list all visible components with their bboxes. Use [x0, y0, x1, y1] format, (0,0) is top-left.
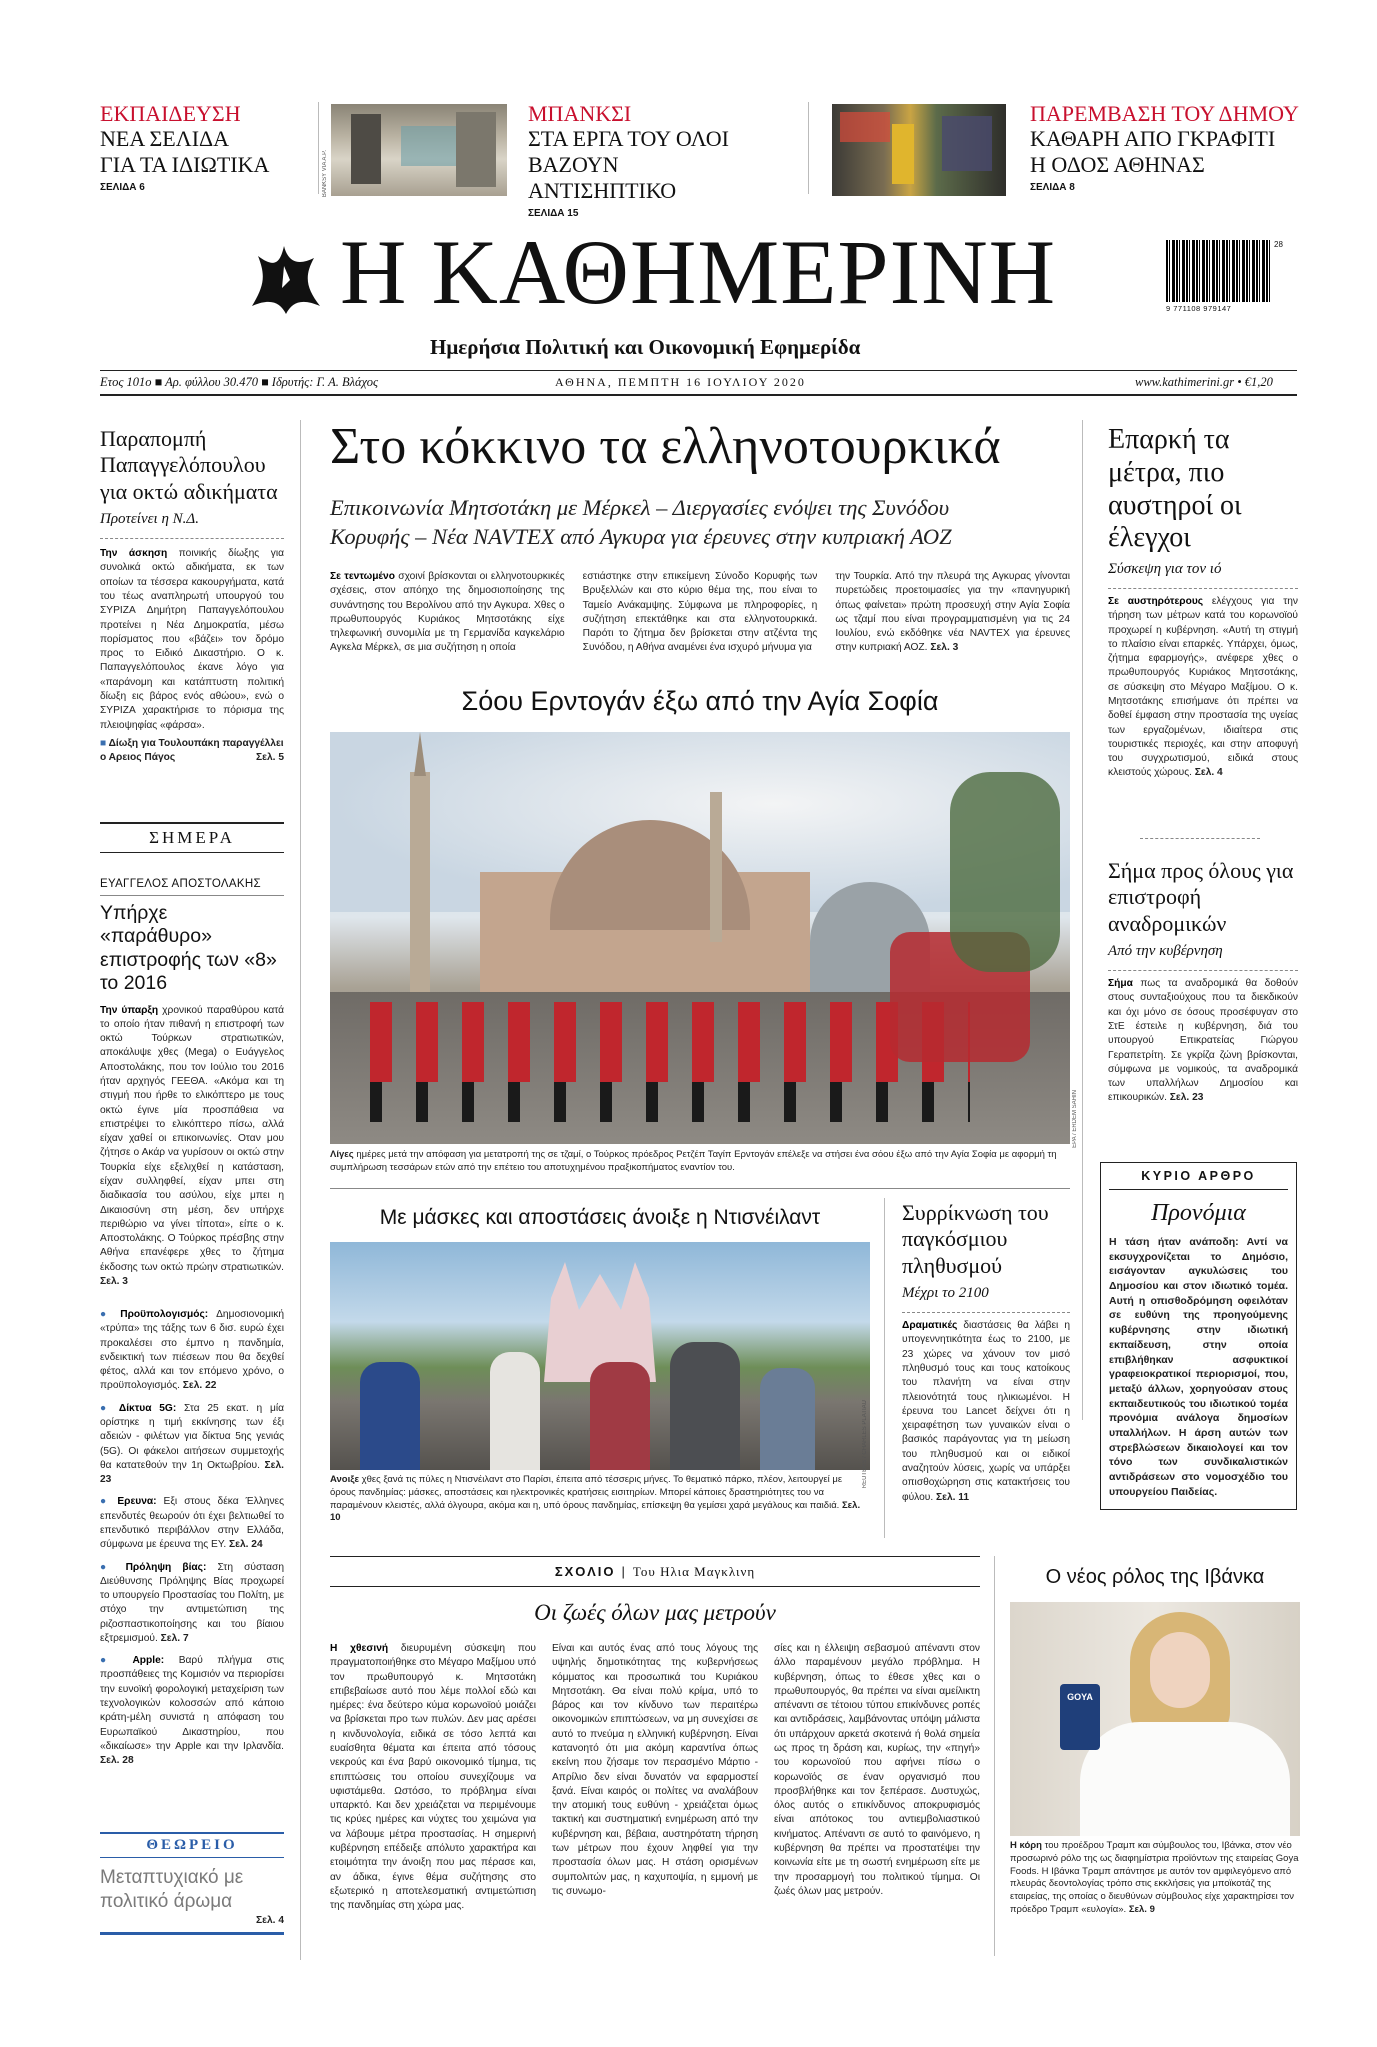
teaser-headline: ΣΤΑ ΕΡΓΑ ΤΟΥ ΟΛΟΙ	[528, 126, 729, 152]
today-label: ΣΗΜΕΡΑ	[100, 822, 284, 853]
story-headline: Συρρίκνωση του παγκόσμιου πληθυσμού	[902, 1200, 1049, 1278]
lead-word: Σε αυστηρότερους	[1108, 596, 1204, 607]
left-lead-story[interactable]: Παραπομπή Παπαγγελόπουλου για οκτώ αδικήματα Προτείνει η Ν.Δ. Την άσκηση ποινικής δίωξης για συνολικά οκτώ αδικήματα, εκ των οποίων τα τέσσερα κακουργήματα, κατά του τέως αναπληρωτή υπουργού του ΣΥΡΙΖΑ Δημήτρη Παπαγγελόπουλου προτείνει η Νέα Δημοκρατία, μέσω πορίσματος που «βάζει» τον δρόμο προς το Ειδικό Δικαστήριο. Ο κ. Παπαγγελόπουλος έκανε λόγο για «παράνομη και κατάπτυστη πολιτική δίωξη εις βάρος ενός αθώου», ενώ ο ΣΥΡΙΖΑ χαρακτήρισε το πόρισμα της πλειοψηφίας «φάρσα». ■ Δίωξη για Τουλουπάκη παραγγέλλει ο Αρειος Πάγος Σελ. 5	[100, 426, 284, 765]
barcode-issue: 28	[1274, 240, 1283, 249]
related-bullet[interactable]: Δίωξη για Τουλουπάκη παραγγέλλει ο Αρειος Πάγος	[100, 737, 284, 764]
teaser-education[interactable]	[100, 102, 320, 193]
barcode-number: 9 771108 979147	[1166, 304, 1232, 313]
story-headline: Σήμα προς όλους για επιστροφή αναδρομικών	[1108, 858, 1294, 936]
disney-caption: Ανοιξε χθες ξανά τις πύλες η Ντισνέιλαντ στο Παρίσι, έπειτα από τέσσερις μήνες. Το θεματικό πάρκο, πλέον, λειτουργεί με όρους πανδημίας: μάσκες, αποστάσεις και ηλεκτρονικές κρατήσεις εισιτηρίων. Μπορεί κάποιες δραστηριότητες του να παραμένουν κλειστές, αλλά όλγουρα, ακόμα και η, υπό όρους πανδημίας, επίσκεψη θα γεμίσει χαρά μεγάλους και παιδιά. Σελ. 10	[330, 1474, 861, 1524]
ivanka-photo	[1010, 1602, 1300, 1836]
divider	[1140, 838, 1260, 839]
teaser-kicker: ΜΠΑΝΚΣΙ	[528, 101, 632, 126]
teaser-kicker: ΕΚΠΑΙΔΕΥΣΗ	[100, 101, 241, 126]
main-subhead: Επικοινωνία Μητσοτάκη με Μέρκελ – Διεργασίες ενόψει της Συνόδου Κορυφής – Νέα NAVTEX από Αγκυρα για έρευνες στην κυπριακή ΑΟΖ	[330, 495, 952, 550]
page-ref: Σελ. 5	[256, 752, 284, 764]
main-story-body	[330, 570, 1070, 656]
page-ref: Σελ. 23	[1169, 1092, 1204, 1104]
teaser-headline: ΒΑΖΟΥΝ ΑΝΤΙΣΗΠΤΙΚΟ	[528, 152, 677, 204]
photo-credit: BANKSY VIA A.P.	[322, 150, 328, 198]
graffiti-photo	[832, 104, 1006, 196]
commentary-author: Του Ηλια Μαγκλινη	[632, 1564, 756, 1579]
lead-word: Δραματικές	[902, 1320, 958, 1332]
story-body: την Τουρκία. Από την πλευρά της Αγκυρας γίνονται πυρετώδεις προετοιμασίες για την «πανηγυρική όπως φαίνεται» πρώτη προσευχή στην Αγία Σοφία ως τζαμί που είναι προγραμματισμένη για τις 24 Ιουλίου, ενώ εκδόθηκε νέα NAVTEX για έρευνες στην κυπριακή ΑΟΖ.	[835, 571, 1071, 654]
right-story-pensions[interactable]	[1108, 858, 1298, 1106]
story-body: Είναι και αυτός ένας από τους λόγους της υψηλής δημοτικότητας της κυβερνήσεως κόμματος και προσωπικά του Κυριάκου Μητσοτάκη. Θα είναι πολύ κρίμα, υπό το βάρος και τον κίνδυνο των περαιτέρω οικονομικών επιπτώσεων, να μη συνεχίσει σε αυτό το πνεύμα η ελληνική κυβέρνηση. Είναι κατανοητό ότι μια ακόμη καραντίνα όπως εκείνη που ζήσαμε τον περασμένο Μάρτιο - Απρίλιο δεν είναι δυνατόν να εφαρμοστεί ξανά. Είναι καιρός οι πολίτες να αναλάβουν την ατομική τους ευθύνη - χρειάζεται όμως τακτική και συστηματική ενημέρωση από την κυβέρνηση και, βέβαια, αυστηρότατη τήρηση των μέτρων που έχουν ληφθεί για την προστασία όλων μας. Η στάση ορισμένων συμπολιτών μας, η καχυποψία, η εμμονή με τις συνωμο-	[552, 1643, 758, 1897]
ivanka-caption: Η κόρη του προέδρου Τραμπ και σύμβουλος του, Ιβάνκα, στον νέο προσωρινό ρόλο της ως διαφημίστρια προϊόντων της εταιρείας Goya Foods. Η Ιβάνκα Τραμπ απάντησε με αυτόν τον αμφιλεγόμενο από πλευράς δεοντολογίας τρόπο στις εκκλήσεις για μποϊκοτάζ της εταιρείας, της οποίας ο διευθύνων σύμβουλος είχε χαρακτηρίσει τον πρόεδρο Τραμπ «ευλογία». Σελ. 9	[1010, 1840, 1299, 1916]
editorial-box[interactable]	[1100, 1162, 1297, 1510]
brief-item[interactable]: ● Προϋπολογισμός: Δημοσιονομική «τρύπα» της τάξης των 6 δισ. ευρώ έχει προκαλέσει στο έμπνο η πανδημία, ενδεικτική των πιέσεων που θα δεχθεί φέτος, αλλά και τον επόμενο χρόνο, ο προϋπολογισμός. Σελ. 22	[100, 1309, 284, 1392]
issue-date: ΑΘΗΝΑ, ΠΕΜΠΤΗ 16 ΙΟΥΛΙΟΥ 2020	[555, 375, 806, 389]
lead-word: Σήμα	[1108, 978, 1133, 990]
brief-item[interactable]: ● Πρόληψη βίας: Στη σύσταση Διεύθυνσης Πρόληψης Βίας προχωρεί το υπουργείο Προστασίας του Πολίτη, με στόχο την αντιμετώπιση της ριζοσπαστικοποίησης και του βίαιου εξτρεμισμού. Σελ. 7	[100, 1561, 284, 1644]
teaser-banksy[interactable]	[528, 102, 768, 219]
website-price: www.kathimerini.gr • €1,20	[1135, 375, 1273, 389]
story-headline: Υπήρχε «παράθυρο» επιστροφής των «8» το 2016	[100, 902, 277, 995]
story-subhead: Μέχρι το 2100	[902, 1285, 989, 1302]
lead-word: Σε τεντωμένο	[330, 571, 395, 582]
teaser-page-ref: ΣΕΛΙΔΑ 6	[100, 182, 145, 194]
ivanka-headline[interactable]: Ο νέος ρόλος της Ιβάνκα	[1045, 1566, 1265, 1588]
story-body: ελέγχους για την τήρηση των μέτρων κατά του κορωνοϊού προχωρεί η κυβέρνηση. «Αυτή τη στιγμή το πλαίσιο είναι επαρκές. Υπάρχει, όμως, ζήτημα εφαρμογής», ανέφερε χθες ο πρωθυπουργός Κυριάκος Μητσοτάκης, σε σύσκεψη στο Μέγαρο Μαξίμου. Ο κ. Μητσοτάκης επισήμανε ότι πρέπει να δοθεί έμφαση στην προστασία της υγείας των εργαζομένων, ιδιαίτερα στις τουριστικές περιοχές, και στην αποφυγή του συγχρωτισμού, ειδικά στους κλειστούς χώρους.	[1108, 596, 1298, 779]
brief-item[interactable]: ● Apple: Βαρύ πλήγμα στις προσπάθειες της Κομισιόν να περιορίσει την ευνοϊκή φορολογική μεταχείριση των τεχνολογικών κολοσσών από κάποιο κράτη-μέλη συνιστά η απόφαση του Ευρωπαϊκού Δικαστηρίου, που «δικαίωσε» την Apple και την Ιρλανδία. Σελ. 28	[100, 1655, 285, 1767]
hagia-sophia-photo	[330, 732, 1070, 1144]
teaser-kicker: ΠΑΡΕΜΒΑΣΗ ΤΟΥ ΔΗΜΟΥ	[1030, 101, 1299, 126]
story-subhead: Προτείνει η Ν.Δ.	[100, 511, 199, 528]
story-body: εστιάστηκε στην επικείμενη Σύνοδο Κορυφής των Βρυξελλών και στο κύριο θέμα της, που είναι το Ταμείο Ανάκαμψης. Σύμφωνα με πληροφορίες, η συζήτηση επεκτάθηκε και στα ελληνοτουρκικά. Παρότι το ζήτημα δεν βρίσκεται στην ατζέντα της Συνόδου, η Αθήνα αναμένει ένα ισχυρό μήνυμα για	[582, 571, 818, 654]
story-body: σχοινί βρίσκονται οι ελληνοτουρκικές σχέσεις, στον απόηχο της δημοσιοποίησης της συνάντησης του Βερολίνου από την Αγκυρα. Χθες ο πρωθυπουργός Κυριάκος Μητσοτάκης είχε τηλεφωνική συνομιλία με τη Γερμανίδα καγκελάριο Αγκελα Μέρκελ, σε μια συζήτηση η οποία	[330, 571, 565, 654]
story-subhead: Σύσκεψη για τον ιό	[1108, 561, 1222, 577]
teaser-headline: ΝΕΑ ΣΕΛΙΔΑ	[100, 126, 230, 152]
teaser-graffiti[interactable]	[1030, 102, 1330, 193]
teaser-headline: ΓΙΑ ΤΑ ΙΔΙΩΤΙΚΑ	[100, 152, 270, 178]
photo-credit: REUTERS / CHARLES PLATIAU	[862, 1400, 868, 1489]
theorio-title: Μεταπτυχιακό με πολιτικό άρωμα	[100, 1867, 244, 1912]
story-headline: Παραπομπή Παπαγγελόπουλου για οκτώ αδικήματα	[100, 426, 278, 504]
issue-info: Ετος 101ο ■ Αρ. φύλλου 30.470 ■ Ιδρυτής: Γ. Α. Βλάχος	[100, 375, 379, 389]
teaser-page-ref: ΣΕΛΙΔΑ 15	[528, 208, 579, 220]
story-body: ποινικής δίωξης για συνολικά οκτώ αδικήματα, εκ των οποίων τα τέσσερα κακουργήματα, κατά του τέως αναπληρωτή υπουργού του ΣΥΡΙΖΑ Δημήτρη Παπαγγελόπουλου προτείνει η Νέα Δημοκρατία, μέσω πορίσματος που «βάζει» τον δρόμο προς το Ειδικό Δικαστήριο. Ο κ. Παπαγγελόπουλος έκανε λόγο για «παράνομη και κατάπτυστη πολιτική δίωξη εις βάρος ενός αθώου», ενώ ο ΣΥΡΙΖΑ χαρακτήρισε το πόρισμα της πλειοψηφίας «φάρσα».	[100, 548, 284, 731]
story-headline: Επαρκή τα μέτρα, πιο αυστηροί οι έλεγχοι	[1108, 424, 1242, 554]
goya-can-label: GOYA	[1060, 1684, 1100, 1750]
brief-item[interactable]: ● Ερευνα: Εξι στους δέκα Έλληνες επενδυτές θεωρούν ότι έχει βελτιωθεί το επενδυτικό περιβάλλον στην Ελλάδα, σύμφωνα με έρευνα της EY. Σελ. 24	[100, 1496, 285, 1551]
disney-headline[interactable]: Με μάσκες και αποστάσεις άνοιξε η Ντισνέιλαντ	[379, 1206, 821, 1229]
right-story-measures[interactable]	[1108, 424, 1298, 781]
photo-caption: Λίγες ημέρες μετά την απόφαση για μετατροπή της σε τζαμί, ο Τούρκος πρόεδρος Ρετζέπ Ταγίπ Ερντογάν επέλεξε να στήσει ένα σόου έξω από την Αγία Σοφία με αφορμή τη συμπλήρωση τεσσάρων ετών από την επέτειο του αποτυχημένου πραξικοπήματος εναντίον του.	[330, 1149, 1057, 1173]
photo-headline[interactable]: Σόου Ερντογάν έξω από την Αγία Σοφία	[461, 686, 939, 716]
story-body: χρονικού παραθύρου κατά το οποίο ήταν πιθανή η επιστροφή των οκτώ Τούρκων στρατιωτικών, αποκάλυψε χθες (Mega) ο Ευάγγελος Αποστολάκης, που τον Ιούλιο του 2016 ήταν αρχηγός ΓΕΕΘΑ. «Ακόμα και τη στιγμή που ήρθε το ελικόπτερο με τους οκτώ έγινε μία προσπάθεια να επιστρέψει το ελικόπτερο πίσω, αλλά είχαν χαθεί οι επικοινωνίες. Οταν μου ζήτησε ο Ακάρ να γυρίσουν οι οκτώ στην Τουρκία είχε εξελιχθεί η κατάσταση, είχαν συλληφθεί, είχαν μπει στη διαδικασία του ασύλου, είχε μπει η Δικαιοσύνη στη μέση, δεν υπήρχε περιθώριο να γίνει τίποτα», είπε ο κ. Αποστολάκης. Ο Τούρκος πρέσβης στην Αθήνα επανέφερε χθες το ζήτημα έκδοσης των οκτώ πρώην στρατιωτικών.	[100, 1004, 284, 1273]
commentary-body	[330, 1642, 980, 1913]
teaser-headline: ΚΑΘΑΡΗ ΑΠΟ ΓΚΡΑΦΙΤΙ	[1030, 126, 1276, 152]
story-body: πως τα αναδρομικά θα δοθούν στους συνταξιούχους που τα διεκδικούν και όχι μόνο σε όσους προσέφυγαν στο ΣτΕ έστειλε η κυβέρνηση, διά του υπουργού Επικρατείας Γιώργου Γεραπετρίτη. Σε γκρίζα ζώνη βρίσκονται, σύμφωνα με νομικούς, τα αναδρομικά των υπαλλήλων Δημοσίου και επικουρικών.	[1108, 978, 1298, 1104]
page-ref: Σελ. 11	[936, 1491, 970, 1503]
barcode	[1166, 240, 1270, 302]
lead-word: Την ύπαρξη	[100, 1004, 159, 1016]
page-ref: Σελ. 3	[100, 1275, 128, 1287]
main-headline[interactable]: Στο κόκκινο τα ελληνοτουρκικά	[330, 418, 1001, 475]
masthead-title: Η ΚΑΘΗΜΕΡΙΝΗ	[340, 221, 1057, 323]
photo-credit: EPA / ERDEM SAHIN	[1072, 1090, 1078, 1148]
story-subhead: Από την κυβέρνηση	[1108, 943, 1223, 960]
page-ref: Σελ. 4	[1194, 767, 1223, 779]
teaser-headline: Η ΟΔΟΣ ΑΘΗΝΑΣ	[1030, 152, 1205, 178]
lead-word: Η χθεσινή	[330, 1643, 389, 1654]
commentary-header: ΣΧΟΛΙΟ | Του Ηλια Μαγκλινη	[554, 1564, 756, 1579]
commentary-title[interactable]: Οι ζωές όλων μας μετρούν	[534, 1600, 776, 1625]
population-story[interactable]	[902, 1200, 1070, 1505]
opinion-story[interactable]	[100, 878, 284, 1289]
brief-item[interactable]: ● Δίκτυα 5G: Στα 25 εκατ. η μία ορίστηκε η τιμή εκκίνησης των έξι αδειών - φιλέτων για δίκτυα 5ης γενιάς (5G). Οι φάκελοι αιτήσεων συμμετοχής θα κατατεθούν την 1η Οκτωβρίου. Σελ. 23	[100, 1402, 284, 1486]
story-body: διαστάσεις θα λάβει η υπογεννητικότητα έως το 2100, με 23 χώρες να χάνουν τον μισό πληθυσμό τους και τους κατοίκους του πλανήτη να είναι στην πλειονότητά τους ηλικιωμένοι. Η έρευνα του Lancet δείχνει ότι η χειραφέτηση των γυναικών είναι ο βασικός παράγοντας για τη μείωση του πληθυσμού και οι ειδικοί αναζητούν λύσεις, χωρίς να υπάρξει οπισθοχώρηση στις κατακτήσεις του φύλου.	[902, 1320, 1070, 1503]
briefs-list	[100, 1300, 284, 1768]
theorio-box[interactable]	[100, 1832, 284, 1935]
story-body: διευρυμένη σύσκεψη που πραγματοποιήθηκε στο Μέγαρο Μαξίμου υπό τον πρωθυπουργό κ. Μητσοτάκη επιβεβαίωσε αυτό που λέμε πολλοί εδώ και ημέρες: ένα δεύτερο κύμα κορωνοϊού μοιάζει να βρίσκεται προ των πυλών. Δεν μας αρέσει η κινδυνολογία, ειδικά σε τόσο λεπτά και ευαίσθητα θέματα και έπειτα από τόσους νεκρούς και ένα βαρύ οικονομικό τίμημα, τις επιπτώσεις του οποίου συνεχίζουμε να υφιστάμεθα. Ωστόσο, το πρόβλημα είναι υπαρκτό. Και δεν χρειάζεται να περιμένουμε τις κρύες ημέρες και νύχτες του χειμώνα για να λάβουμε μέτρα προστασίας. Η σημερινή κυβέρνηση επέδειξε απόλυτο χαρακτήρα και ετοιμότητα την άνοιξη που μας πέρασε και, αν άδικα, έγινε θέμα συζήτησης στο εξωτερικό η αποτελεσματική αντιμετώπιση της πανδημίας στη χώρα μας.	[330, 1643, 536, 1912]
disneyland-photo	[330, 1242, 870, 1470]
banksy-photo	[331, 104, 507, 196]
masthead-subtitle: Ημερήσια Πολιτική και Οικονομική Εφημερίδα	[430, 335, 861, 359]
lead-word: Την άσκηση	[100, 548, 168, 560]
phoenix-logo-icon	[244, 236, 328, 318]
author-name: ΕΥΑΓΓΕΛΟΣ ΑΠΟΣΤΟΛΑΚΗΣ	[100, 878, 261, 890]
theorio-label: ΘΕΩΡΕΙΟ	[100, 1832, 284, 1858]
editorial-title: Προνόμια	[1151, 1200, 1246, 1226]
editorial-body: Η τάση ήταν ανάποδη: Αντί να εκσυγχρονίζεται το Δημόσιο, εισάγονταν αγκυλώσεις του Δημοσίου και στον ιδιωτικό τομέα. Αυτή η οπισθοδρόμηση οφειλόταν σε ευθύνη της προηγούμενης κυβέρνησης στην ιδιωτική εκπαίδευση, στην οποία επιβλήθηκαν ασφυκτικοί γραφειοκρατικοί περιορισμοί, που, μεταξύ άλλων, χορηγούσαν στους εκπαιδευτικούς του ιδιωτικού τομέα προνόμια ανάλογα δημοσίων υπαλλήλων. Η άρση αυτών των στρεβλώσεων δικαιολογεί και τον τόνο των συνδικαλιστικών αντιδράσεων στο νομοσχέδιο του υπουργείου Παιδείας.	[1109, 1236, 1288, 1498]
commentary-label: ΣΧΟΛΙΟ	[554, 1564, 616, 1579]
editorial-label: ΚΥΡΙΟ ΑΡΘΡΟ	[1109, 1163, 1288, 1190]
story-body: σίες και η έλλειψη σεβασμού απέναντι στον άλλο παραμένουν μεγάλο πρόβλημα. Η κυβέρνηση, όπως το έθεσε χθες και ο πρωθυπουργός, θα πρέπει να είναι αμείλικτη απέναντι σε τέτοιου τύπου επικίνδυνες ροπές και αντιδράσεις, λαμβάνοντας υπόψη μάλιστα ότι υπάρχουν αρκετά σκοτεινά ή θολά σημεία ως προς τη δράση και, κυρίως, την «πηγή» του κορωνοϊού που αφήνει πίσω ο κορωνοϊός σε έναν οργανισμό που προσβλήθηκε και τον ξεπέρασε. Δυστυχώς, όλος αυτός ο επικίνδυνος αποκρυφισμός είναι απότοκος του αντιεμβολιαστικού κινήματος. Απέναντι σε αυτό το φαινόμενο, η κυβέρνηση θα πρέπει να προστατέψει την κοινωνία είτε με τη σωστή ενημέρωση είτε με την προσαρμογή του πολιτικού τίμημα. Οι ζωές όλων μας μετρούν.	[774, 1643, 980, 1897]
teaser-page-ref: ΣΕΛΙΔΑ 8	[1030, 182, 1075, 194]
page-ref: Σελ. 4	[256, 1914, 284, 1926]
page-ref: Σελ. 3	[930, 642, 959, 654]
